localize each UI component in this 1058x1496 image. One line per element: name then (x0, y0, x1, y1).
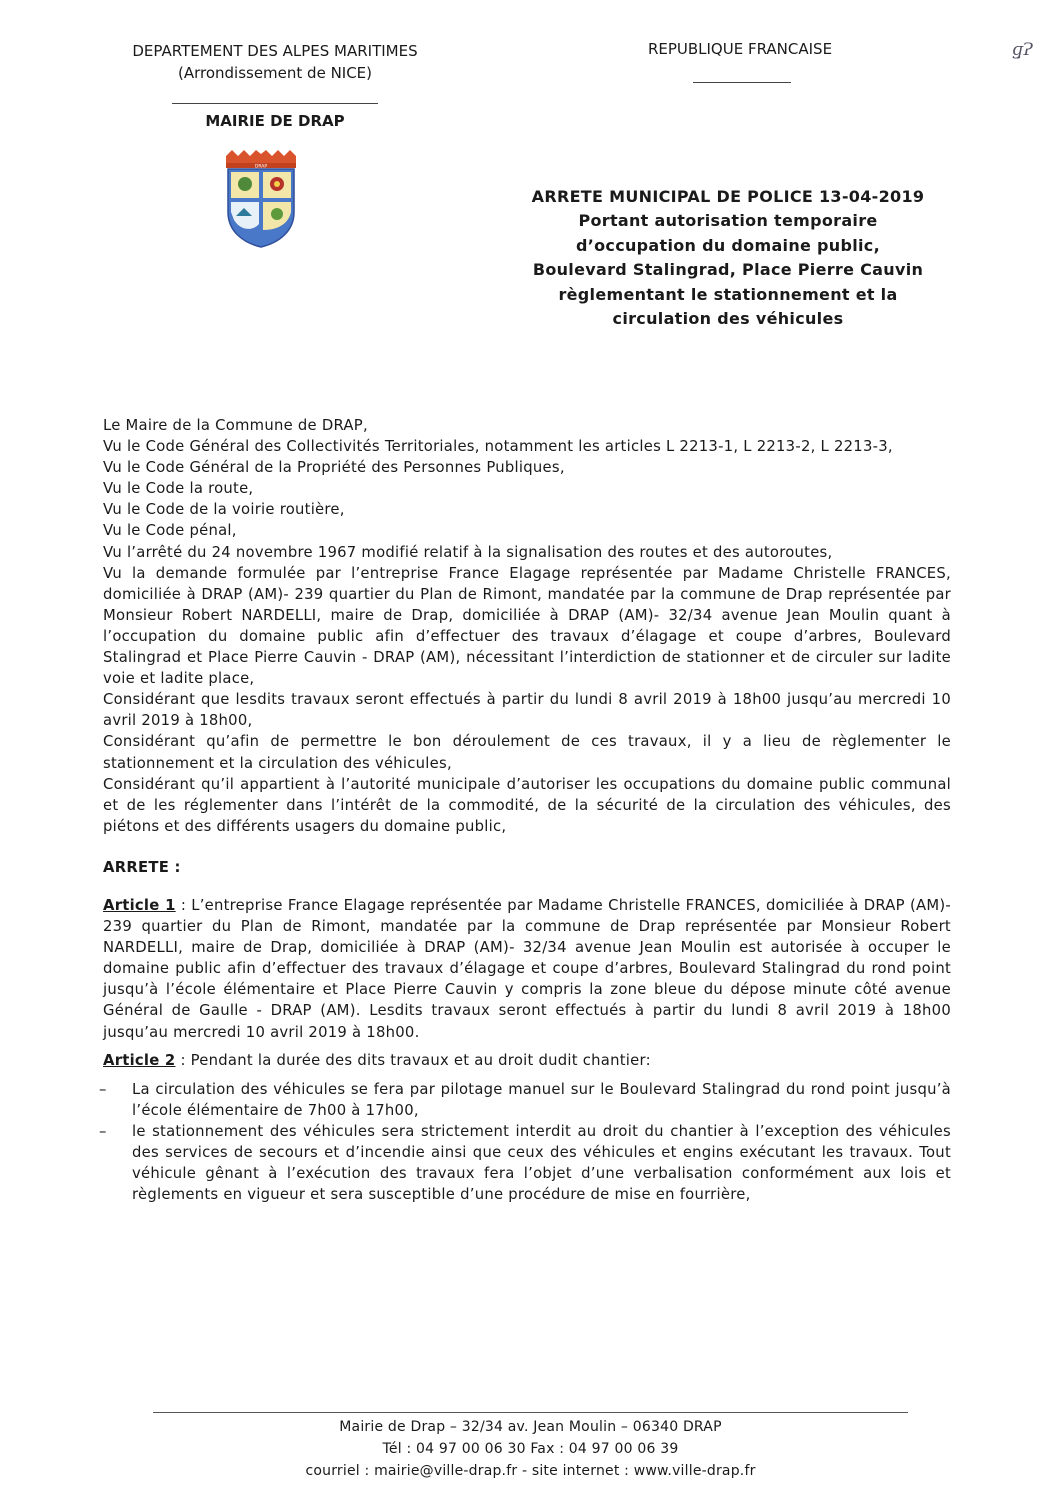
preamble-line: Vu l’arrêté du 24 novembre 1967 modifié relatif à la signalisation des routes et des autoroutes, (103, 543, 833, 561)
arrondissement: (Arrondissement de NICE) (177, 64, 373, 82)
decree-title (470, 185, 986, 331)
article-2-text: : Pendant la durée des dits travaux et au droit dudit chantier: (175, 1051, 651, 1069)
article-1-label: Article 1 (103, 896, 176, 914)
list-item: – La circulation des véhicules se fera par pilotage manuel sur le Boulevard Stalingrad du rond point jusqu’à l’école élémentaire de 7h00 à 17h00, (103, 1079, 951, 1121)
preamble-line: Vu la demande formulée par l’entreprise France Elagage représentée par Madame Christelle FRANCES, domiciliée à DRAP (AM)- 239 quartier du Plan de Rimont, mandatée par la commune de Drap représentée par Monsieur Robert NARDELLI, maire de Drap, domiciliée à DRAP (AM)- 32/34 avenue Jean Moulin quant à l’occupation du domaine public afin d’effectuer des travaux d’élagage et coupe d’arbres, Boulevard Stalingrad et Place Pierre Cauvin - DRAP (AM), nécessitant l’interdiction de stationner et de circuler sur ladite voie et ladite place, (103, 564, 951, 688)
preamble-line: Vu le Code Général des Collectivités Territoriales, notamment les articles L 2213-1, L 2213-2, L 2213-3, (103, 438, 893, 456)
article-2-label: Article 2 (103, 1051, 176, 1069)
header-divider-left (172, 103, 378, 104)
title-line-6: circulation des véhicules (612, 309, 844, 329)
footer-contact: courriel : mairie@ville-drap.fr - site internet : www.ville-drap.fr (305, 1463, 756, 1479)
preamble-line: Vu le Code la route, (103, 480, 254, 498)
crest-label: DRAP (254, 164, 268, 170)
arrete-heading: ARRETE : (103, 858, 181, 876)
article-1-text: : L’entreprise France Elagage représentée par Madame Christelle FRANCES, domiciliée à DRAP (AM)- 239 quartier du Plan de Rimont, mandatée par la commune de Drap représentée par Monsieur Robert NARDELLI, maire de Drap, domiciliée à DRAP (AM)- 32/34 avenue Jean Moulin est autorisée à occuper le domaine public afin d’effectuer des travaux d’élagage et coupe d’arbres, Boulevard Stalingrad du rond point jusqu’à l’école élémentaire et Place Pierre Cauvin y compris la zone bleue du dépose minute côté avenue Général de Gaulle - DRAP (AM). Lesdits travaux seront effectués à partir du lundi 8 avril 2019 à 18h00 jusqu’au mercredi 10 avril 2019 à 18h00. (103, 896, 951, 1041)
mairie-name: MAIRIE DE DRAP (205, 112, 345, 130)
preamble-line: Vu le Code pénal, (103, 522, 237, 540)
republique-header: REPUBLIQUE FRANCAISE (647, 40, 833, 58)
footer (153, 1416, 908, 1482)
header-divider-right (693, 82, 791, 83)
article-2 (103, 1050, 951, 1071)
preamble-line: Considérant que lesdits travaux seront effectués à partir du lundi 8 avril 2019 à 18h00 jusqu’au mercredi 10 avril 2019 à 18h00, (103, 691, 951, 730)
title-line-4: Boulevard Stalingrad, Place Pierre Cauvin (532, 260, 924, 280)
footer-phone: Tél : 04 97 00 06 30 Fax : 04 97 00 06 39 (382, 1441, 679, 1457)
article-1 (103, 895, 951, 1043)
decree-number: ARRETE MUNICIPAL DE POLICE 13-04-2019 (531, 187, 925, 206)
decree-body (103, 415, 951, 1205)
preamble-line: Considérant qu’il appartient à l’autorité municipale d’autoriser les occupations du domaine public communal et de les réglementer dans l’intérêt de la commodité, de la sécurité de la circulation des véhicules, des piétons et des différents usagers du domaine public, (103, 775, 951, 835)
footer-address: Mairie de Drap – 32/34 av. Jean Moulin – 06340 DRAP (339, 1419, 722, 1435)
preamble-line: Le Maire de la Commune de DRAP, (103, 417, 368, 434)
department-header (95, 40, 455, 84)
preamble-line: Vu le Code Général de la Propriété des Personnes Publiques, (103, 459, 565, 477)
title-line-3: d’occupation du domaine public, (576, 235, 880, 255)
handwritten-initials: ɡ̧Ɂ (1012, 40, 1033, 60)
preamble-line: Considérant qu’afin de permettre le bon déroulement de ces travaux, il y a lieu de règlementer le stationnement et la circulation des véhicules, (103, 733, 951, 772)
preamble-line: Vu le Code de la voirie routière, (103, 501, 345, 519)
footer-divider (153, 1412, 908, 1413)
coat-of-arms-icon (222, 150, 300, 248)
department-name: DEPARTEMENT DES ALPES MARITIMES (132, 42, 418, 60)
title-line-2: Portant autorisation temporaire (578, 211, 878, 231)
article-2-list (103, 1079, 951, 1206)
title-line-5: règlementant le stationnement et la (558, 284, 898, 304)
list-item: – le stationnement des véhicules sera strictement interdit au droit du chantier à l’exception des véhicules des services de secours et d’incendie ainsi que ceux des véhicules et engins exécutant les travaux. Tout véhicule gênant à l’exécution des travaux fera l’objet d’une verbalisation conformément aux lois et règlements en vigueur et sera susceptible d’une procédure de mise en fourrière, (103, 1121, 951, 1205)
